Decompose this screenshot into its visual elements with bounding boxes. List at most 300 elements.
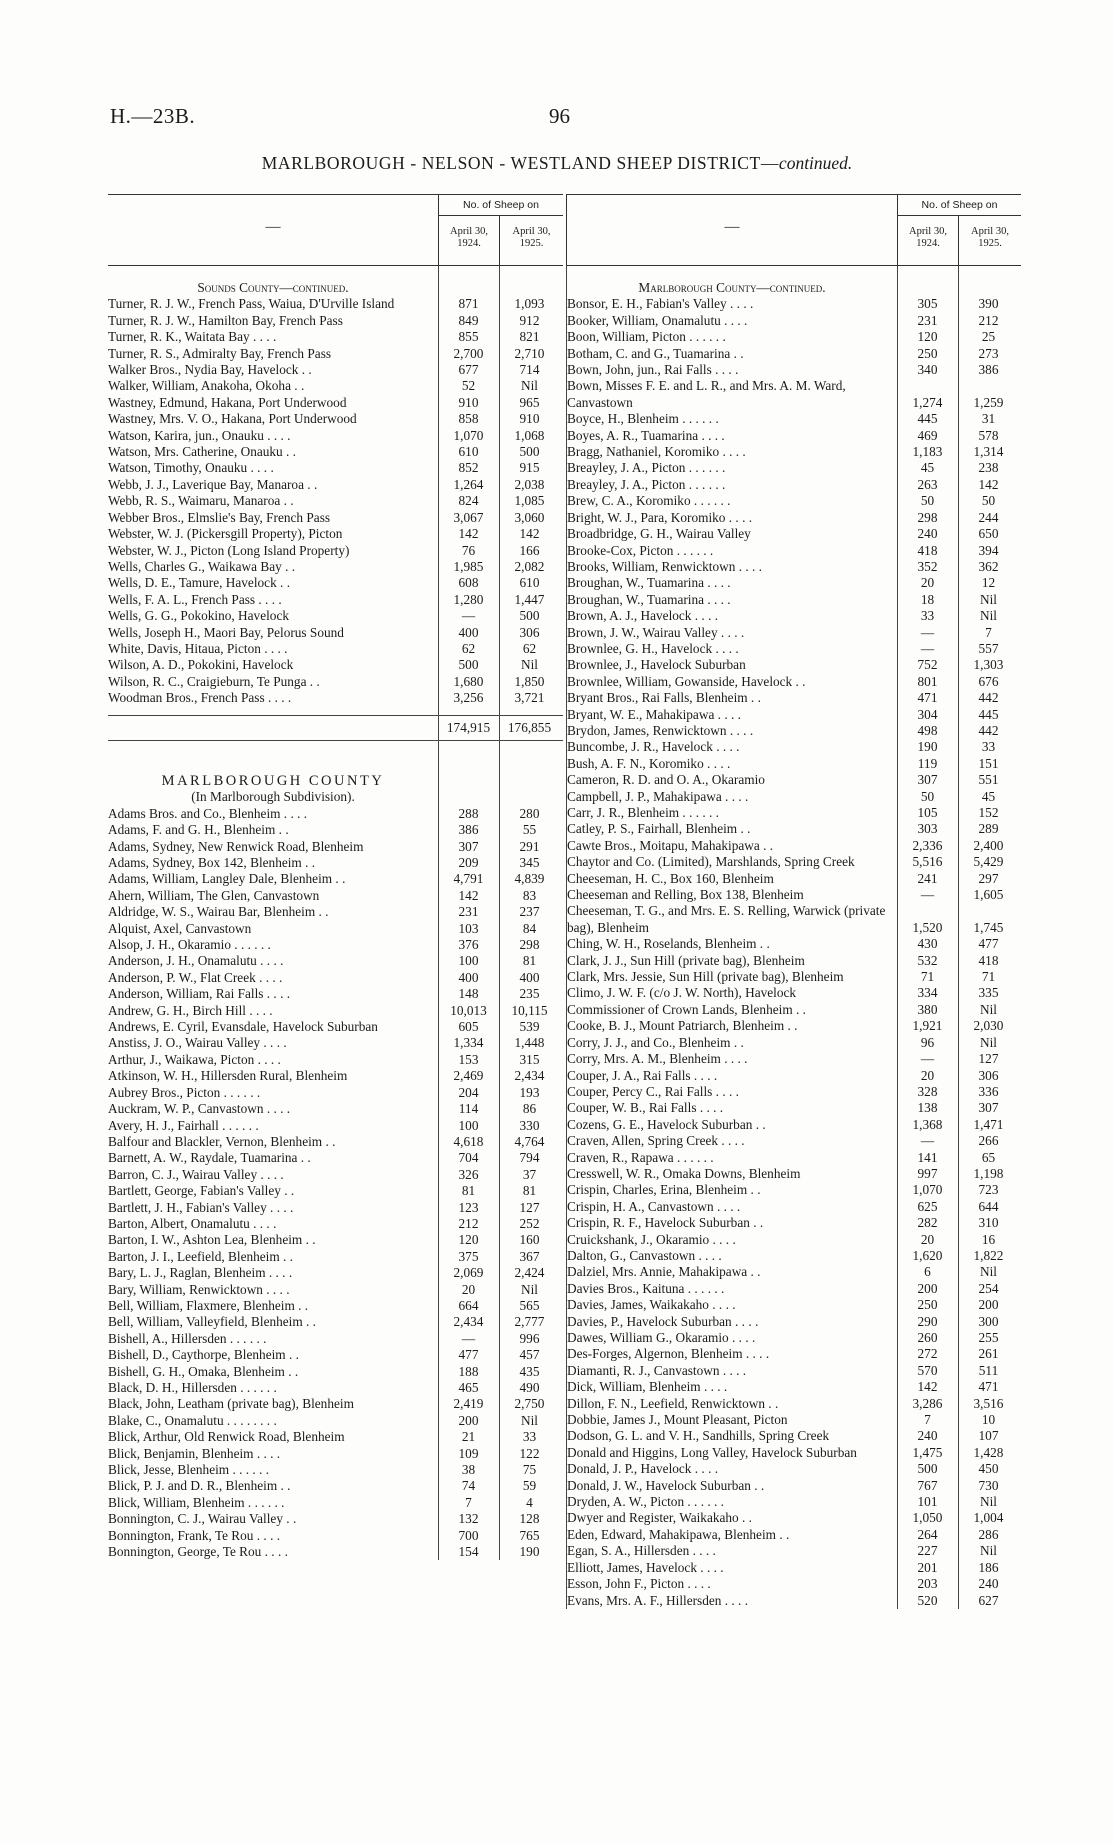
sheep-1924: 240 [917,526,938,542]
sheep-1925: Nil [980,1264,997,1280]
sheep-1925: 238 [978,460,999,476]
sheep-1924: 148 [458,986,479,1002]
owner-name: Dillon, F. N., Leefield, Renwicktown . . [567,1395,779,1411]
table-row [108,296,563,312]
table-row [567,313,1021,329]
sheep-1925: 714 [519,362,540,378]
sheep-1925: Nil [521,657,538,673]
table-body [566,266,1021,1609]
sheep-1924: 610 [458,444,479,460]
table-row [567,1215,1021,1231]
sheep-1924: 2,336 [912,837,943,853]
table-row [108,395,563,411]
owner-name: Brownlee, G. H., Havelock . . . . [567,640,739,656]
table-row [567,1264,1021,1280]
sheep-1925: 252 [519,1215,540,1231]
table-row [108,346,563,362]
sheep-1925: 442 [978,722,999,738]
table-row [108,1101,563,1117]
sheep-1925: 142 [978,476,999,492]
table-row [567,1593,1021,1609]
name-column-header: — [265,219,281,235]
total-1925: 176,855 [507,719,552,735]
owner-name: Bryant Bros., Rai Falls, Blenheim . . [567,690,761,706]
table-row [108,888,563,904]
sheep-1924: 250 [917,1297,938,1313]
owner-name: Corry, Mrs. A. M., Blenheim . . . . [567,1051,748,1067]
owner-name: Climo, J. W. F. (c/o J. W. North), Havelock [567,985,797,1001]
owner-name: Brooke-Cox, Picton . . . . . . [567,542,714,558]
owner-name: Adams, F. and G. H., Blenheim . . [108,822,289,838]
sheep-1924: 241 [917,870,938,886]
sheep-1925: 62 [522,640,537,656]
sheep-1924: — [920,640,935,656]
sheep-1925: 186 [978,1559,999,1575]
owner-name: Anderson, P. W., Flat Creek . . . . [108,969,283,985]
table-row [108,1364,563,1380]
owner-name: Boyes, A. R., Tuamarina . . . . [567,427,725,443]
sheep-1924: 201 [917,1559,938,1575]
sheep-1924: 5,516 [912,854,943,870]
owner-name: Alsop, J. H., Okaramio . . . . . . [108,937,271,953]
owner-name: Diamanti, R. J., Canvastown . . . . [567,1362,747,1378]
table-row [108,806,563,822]
sheep-1924: 263 [917,476,938,492]
table-row [108,822,563,838]
sheep-1924: 250 [917,345,938,361]
sheep-1925: 336 [978,1083,999,1099]
sheep-1924: 288 [458,805,479,821]
sheep-1924: 1,620 [912,1247,943,1263]
owner-name: Barron, C. J., Wairau Valley . . . . [108,1166,284,1182]
owner-name: Campbell, J. P., Mahakipawa . . . . [567,788,749,804]
owner-name: Barton, I. W., Ashton Lea, Blenheim . . [108,1232,316,1248]
table-row [567,1297,1021,1313]
owner-name: Webster, W. J. (Pickersgill Property), Picton [108,526,343,542]
owner-name: Balfour and Blackler, Vernon, Blenheim . . [108,1133,336,1149]
sheep-1925: 912 [519,312,540,328]
sheep-1925: 86 [522,1101,537,1117]
sheep-1924: 45 [920,460,935,476]
owner-name: Brownlee, William, Gowanside, Havelock . . [567,673,806,689]
sheep-1924: 227 [917,1543,938,1559]
sheep-1925: 12 [981,575,996,591]
sheep-1924: 81 [461,1183,476,1199]
sheep-1924: 10,013 [450,1002,487,1018]
sheep-1925: 1,093 [514,296,545,312]
owner-name: Watson, Karira, jun., Onauku . . . . [108,427,291,443]
sheep-1925: 261 [978,1346,999,1362]
owner-name: Bryant, W. E., Mahakipawa . . . . [567,706,741,722]
table-row [567,526,1021,542]
sheep-1925: 166 [519,542,540,558]
table-row [567,1182,1021,1198]
sheep-1924: 50 [920,788,935,804]
owner-name: Broadbridge, G. H., Wairau Valley [567,526,751,542]
sheep-1925: 1,259 [973,394,1004,410]
owner-name: Bishell, D., Caythorpe, Blenheim . . [108,1347,299,1363]
sheep-1924: 190 [917,739,938,755]
owner-name: Crispin, Charles, Erina, Blenheim . . [567,1182,761,1198]
table-row [108,937,563,953]
sheep-1925: 1,428 [973,1444,1004,1460]
owner-name: Wells, Joseph H., Maori Bay, Pelorus Sound [108,624,344,640]
owner-name: Aubrey Bros., Picton . . . . . . [108,1084,261,1100]
table-row [108,871,563,887]
table-row [108,1052,563,1068]
owner-name: Cheeseman and Relling, Box 138, Blenheim [567,887,804,903]
sheep-1925: 83 [522,887,537,903]
table-row [108,460,563,476]
owner-name: Clark, J. J., Sun Hill (private bag), Blenheim [567,952,805,968]
sheep-1924: — [920,1133,935,1149]
sheep-1924: 120 [917,329,938,345]
sheep-1925: 200 [978,1297,999,1313]
owner-name: Craven, R., Rapawa . . . . . . [567,1149,714,1165]
sheep-1925: 266 [978,1133,999,1149]
column-header-1924: April 30, 1924. [438,216,499,265]
table-row [567,739,1021,755]
sheep-1924: 101 [917,1494,938,1510]
sheep-1925: 128 [519,1511,540,1527]
owner-name: Donald and Higgins, Long Valley, Havelock Suburban [567,1444,857,1460]
table-row [108,1200,563,1216]
table-row [108,428,563,444]
table-row [108,1232,563,1248]
sheep-1925: 471 [978,1379,999,1395]
sheep-1924: 855 [458,329,479,345]
table-row [567,969,1021,985]
table-row [567,1166,1021,1182]
title-main: MARLBOROUGH - NELSON - WESTLAND SHEEP DISTRICT— [261,153,779,173]
sheep-1924: 209 [458,855,479,870]
table-row [108,953,563,969]
sheep-1925: 1,303 [973,657,1004,673]
sheep-1924: 307 [917,772,938,788]
owner-name: Adams Bros. and Co., Blenheim . . . . [108,805,308,821]
sheep-1924: 142 [458,526,479,542]
name-column-header: — [724,219,740,235]
owner-name: Dawes, William G., Okaramio . . . . [567,1330,756,1345]
owner-name: Crispin, H. A., Canvastown . . . . [567,1198,741,1214]
sheep-1925: 286 [978,1526,999,1542]
sheep-1924: 532 [917,952,938,968]
table-row [108,674,563,690]
sheep-1924: — [920,887,935,903]
sheep-1924: 240 [917,1428,938,1444]
sheep-1925: Nil [980,1001,997,1017]
table-row [567,1560,1021,1576]
sheep-1925: 297 [978,870,999,886]
sheep-1925: 445 [978,706,999,722]
owner-name: White, Davis, Hitaua, Picton . . . . [108,640,288,656]
table-row [108,543,563,559]
sheep-1925: 539 [519,1019,540,1035]
sheep-1924: 1,985 [453,558,484,574]
sheep-1924: 605 [458,1019,479,1035]
table-row [108,1003,563,1019]
sheep-1925: 37 [522,1166,537,1182]
owner-name: Dobbie, James J., Mount Pleasant, Picton [567,1412,788,1428]
sheep-1925: 4 [526,1494,533,1510]
owner-name: Booker, William, Onamalutu . . . . [567,312,748,328]
sheep-1924: 570 [917,1362,938,1378]
table-row [567,411,1021,427]
sheep-1925: 435 [519,1363,540,1379]
sheep-1924: — [461,608,476,624]
table-row [567,543,1021,559]
owner-name: Adams, William, Langley Dale, Blenheim . . [108,871,346,887]
section-heading: Sounds County—continued. [197,280,349,295]
sheep-1924: 6 [924,1264,931,1280]
section-subheading: (In Marlborough Subdivision). [191,789,355,805]
sheep-1925: 551 [978,772,999,788]
table-row [567,296,1021,312]
table-row [567,1346,1021,1362]
owner-name: Black, D. H., Hillersden . . . . . . [108,1380,277,1395]
table-row [108,378,563,394]
sheep-1924: 1,264 [453,476,484,492]
sheep-1925: 1,745 [973,919,1004,935]
table-row [567,329,1021,345]
table-row [567,428,1021,444]
table-row [567,1314,1021,1330]
sheep-1925: 627 [978,1592,999,1608]
table-row [567,707,1021,723]
sheep-1924: 2,434 [453,1314,484,1330]
owner-name: Bary, William, Renwicktown . . . . [108,1281,290,1297]
sheep-1925: 59 [522,1478,537,1494]
title-continued: continued. [778,153,853,173]
owner-name: Webber Bros., Elmslie's Bay, French Pass [108,509,331,525]
sheep-1924: 272 [917,1346,938,1362]
table-row [108,625,563,641]
table-row [108,1495,563,1511]
table-row [567,789,1021,805]
sounds-county-rows [108,296,563,706]
sheep-1924: 123 [458,1199,479,1215]
sheep-1925: 386 [978,362,999,378]
sheep-1924: 154 [458,1544,479,1560]
table-row [108,411,563,427]
owner-name: Dick, William, Blenheim . . . . [567,1379,728,1395]
table-row [567,690,1021,706]
sheep-1925: 1,471 [973,1116,1004,1132]
sheep-1925: 7 [985,624,992,640]
owner-name: Cozens, G. E., Havelock Suburban . . [567,1116,766,1132]
sheep-1924: 328 [917,1083,938,1099]
sheep-1924: 2,469 [453,1068,484,1084]
sheep-1925: 4,764 [514,1133,545,1149]
sheep-1924: 200 [917,1280,938,1296]
table-row [108,1478,563,1494]
owner-name: Barton, J. I., Leefield, Blenheim . . [108,1248,294,1264]
sheep-1924: 352 [917,558,938,574]
sheep-1925: Nil [980,1034,997,1050]
table-row [108,1249,563,1265]
table-row [108,592,563,608]
sheep-1925: 160 [519,1232,540,1248]
table-row [567,1248,1021,1264]
sheep-1924: 625 [917,1198,938,1214]
table-row [567,1510,1021,1526]
owner-name: Anderson, William, Rai Falls . . . . [108,986,291,1002]
sheep-1924: 1,070 [453,427,484,443]
sheep-1925: 2,750 [514,1396,545,1412]
table-row [108,1380,563,1396]
owner-name: Couper, J. A., Rai Falls . . . . [567,1067,718,1083]
table-row [567,1428,1021,1444]
sheep-1925: 1,314 [973,444,1004,460]
table-row [108,641,563,657]
table-row [567,1478,1021,1494]
owner-name: Bonnington, Frank, Te Rou . . . . [108,1527,281,1543]
owner-name: Chaytor and Co. (Limited), Marshlands, Spring Creek [567,854,855,870]
right-table [566,194,1021,1609]
owner-name: Dalziel, Mrs. Annie, Mahakipawa . . [567,1264,761,1280]
owner-name: Barnett, A. W., Raydale, Tuamarina . . [108,1150,311,1166]
table-row [567,1133,1021,1149]
table-row [108,986,563,1002]
sheep-1925: 477 [978,936,999,952]
table-row [567,346,1021,362]
sheep-1924: 326 [458,1166,479,1182]
left-table [108,194,563,1560]
sheep-1924: 465 [458,1380,479,1395]
table-row [567,1576,1021,1592]
table-row [567,936,1021,952]
sheep-1924: 334 [917,985,938,1001]
owner-name: Boon, William, Picton . . . . . . [567,329,726,345]
owner-name: Ahern, William, The Glen, Canvastown [108,887,320,903]
sheep-1924: — [461,1330,476,1346]
table-row [108,329,563,345]
sheep-1924: 21 [461,1429,476,1445]
owner-name: Dalton, G., Canvastown . . . . [567,1247,722,1263]
marlborough-county-rows [108,806,563,1561]
table-row [108,1068,563,1084]
table-row [108,1282,563,1298]
sheep-1924: 2,069 [453,1265,484,1281]
sheep-1925: 644 [978,1198,999,1214]
owner-name: Bonsor, E. H., Fabian's Valley . . . . [567,296,754,312]
sheep-1925: 190 [519,1544,540,1560]
owner-name: Broughan, W., Tuamarina . . . . [567,591,731,607]
table-row [567,641,1021,657]
owner-name: Bishell, G. H., Omaka, Blenheim . . [108,1363,299,1379]
owner-name: Blick, Arthur, Old Renwick Road, Blenheim [108,1429,345,1445]
table-row [108,526,563,542]
table-row [108,904,563,920]
owner-name: Davies, James, Waikakaho . . . . [567,1297,736,1313]
sheep-1925: 1,198 [973,1165,1004,1181]
sheep-1925: 307 [978,1100,999,1116]
owner-name: Breayley, J. A., Picton . . . . . . [567,460,726,476]
owner-name: Cheeseman, H. C., Box 160, Blenheim [567,870,774,886]
sheep-1924: 33 [920,608,935,624]
sheep-1924: 471 [917,690,938,706]
sheep-1925: Nil [521,1281,538,1297]
owner-name: Anstiss, J. O., Wairau Valley . . . . [108,1035,287,1051]
sheep-1925: Nil [980,608,997,624]
page-number: 96 [549,104,570,128]
sheep-1924: 997 [917,1165,938,1181]
owner-name: Cruickshank, J., Okaramio . . . . [567,1231,736,1247]
table-row [567,559,1021,575]
owner-name: Bown, John, jun., Rai Falls . . . . [567,362,739,378]
owner-name: Breayley, J. A., Picton . . . . . . [567,476,726,492]
table-row [108,1134,563,1150]
sheep-1925: 235 [519,986,540,1002]
table-row [567,1002,1021,1018]
owner-name: Couper, Percy C., Rai Falls . . . . [567,1083,739,1099]
sheep-1924: 18 [920,591,935,607]
sheep-1924: 500 [917,1461,938,1477]
sheep-1925: 490 [519,1380,540,1395]
table-row [567,821,1021,837]
sheep-1924: 1,274 [912,394,943,410]
sheep-1925: 273 [978,345,999,361]
owner-name: Wells, D. E., Tamure, Havelock . . [108,575,291,591]
owner-name: Brydon, James, Renwicktown . . . . [567,722,754,738]
sheep-1925: 1,850 [514,673,545,689]
table-row [567,575,1021,591]
sheep-1924: 138 [917,1100,938,1116]
sheep-1925: 50 [981,493,996,509]
table-row [567,953,1021,969]
sheep-1924: 400 [458,969,479,985]
sheep-1925: 55 [522,822,537,838]
sheep-1924: 1,280 [453,591,484,607]
sheep-1925: 511 [978,1362,999,1378]
sheep-1925: 367 [519,1248,540,1264]
sheep-1924: 445 [917,411,938,427]
owner-name: Bown, Misses F. E. and L. R., and Mrs. A. M. Ward, Canvastown [567,378,846,410]
sheep-1924: 203 [917,1576,938,1592]
table-row [567,1199,1021,1215]
sheep-1924: 910 [458,394,479,410]
owner-name: Andrew, G. H., Birch Hill . . . . [108,1002,273,1018]
owner-name: Esson, John F., Picton . . . . [567,1576,711,1592]
table-row [567,477,1021,493]
sheep-1925: 565 [519,1297,540,1313]
owner-name: Clark, Mrs. Jessie, Sun Hill (private bag), Blenheim [567,969,844,985]
sheep-1925: 2,777 [514,1314,545,1330]
section-heading-marlborough: MARLBOROUGH COUNTY [161,772,385,789]
sheep-1924: 1,070 [912,1182,943,1198]
owner-name: Evans, Mrs. A. F., Hillersden . . . . [567,1592,749,1608]
sheep-1925: 25 [981,329,996,345]
owner-name: Botham, C. and G., Tuamarina . . [567,345,744,361]
sheep-1925: 910 [519,411,540,427]
owner-name: Dwyer and Register, Waikakaho . . [567,1510,752,1526]
table-row [567,723,1021,739]
sheep-1924: 4,618 [453,1133,484,1149]
sheep-1925: 240 [978,1576,999,1592]
sheep-1924: 50 [920,493,935,509]
sheep-1925: Nil [521,1412,538,1428]
sheep-1925: 794 [519,1150,540,1166]
table-row [567,625,1021,641]
sheep-1925: 291 [519,838,540,854]
owner-name: Wells, F. A. L., French Pass . . . . [108,591,282,607]
owner-name: Wilson, R. C., Craigieburn, Te Punga . . [108,673,320,689]
sheep-1924: 1,183 [912,444,943,460]
sheep-1924: 142 [458,887,479,903]
owner-name: Webster, W. J., Picton (Long Island Property) [108,542,350,558]
table-row [567,838,1021,854]
sheep-1925: 1,085 [514,493,545,509]
